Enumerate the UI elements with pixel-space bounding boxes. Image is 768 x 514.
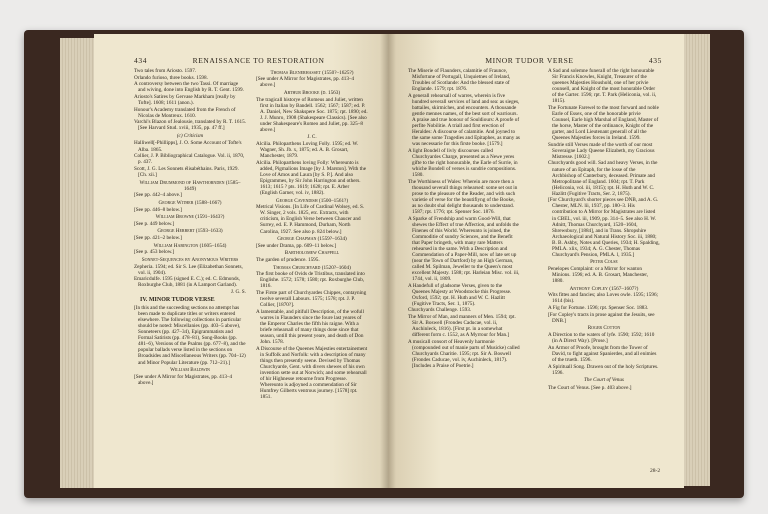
entry: Churchyards Challenge. 1593. — [408, 307, 472, 314]
initials: J. G. S. — [230, 289, 246, 296]
author-heading: Peter Colse — [590, 259, 618, 266]
author-heading: William Drummond of Hawthornden (1585–1649) — [139, 179, 241, 192]
entry: Scott, J. G. Les Sonnets élisabéthains. Paris, 1929. [Ch. xii.] — [134, 165, 239, 178]
right-running-head: MINOR TUDOR VERSE — [485, 56, 574, 65]
author-heading: J. C. — [307, 134, 317, 141]
left-page-column-2 — [256, 68, 368, 401]
entry: Zepheria. 1594; ed. Sir S. Lee (Elizabethan Sonnets, vol. ii, 1904). — [134, 263, 243, 276]
author-heading: Roger Cotton — [587, 325, 621, 332]
right-page-column-1 — [408, 68, 520, 370]
entry: Metrical Visions. [In Life of Cardinal Wolsey, ed. S. W. Singer, 2 vols. 1825, etc. Extracts, with criticism, in English Verse between Chaucer and Surrey, ed. E. P. Hammond, Durham, North Carolina, 1927. See also p. 824 below.] — [256, 204, 365, 235]
author-heading: George Chapman (1559?–1634) — [277, 236, 347, 243]
left-page — [94, 34, 388, 488]
entry: Orlando furioso, three books. 1598. — [134, 74, 208, 81]
entry: A Handefull of gladsome Verses, given to the Queenes Majesty at Woodstocke this Progresse. Oxford, 1592; rpt. H. Huth and W. C. Hazlitt (Fugitive Tracts, Ser. 1, 1875). — [408, 282, 512, 307]
entry: Ariosto's Satires by Gervase Markham [really by Tofte]. 1608; 1611 (anon.). — [134, 93, 236, 107]
right-page — [388, 34, 684, 488]
left-page-header — [134, 56, 370, 65]
page-edges-left — [60, 38, 96, 488]
entry: The garden of prudence. 1595. — [256, 257, 320, 264]
entry: Two tales from Ariosto. 1597. — [134, 68, 197, 74]
entry: A musicall consort of Heavenly harmonie (compounded out of manie parts of Musicke) called Churchyards Charitie. 1595; rpt. Sir A. Boswell (Frondes Caducae, vol. iv, Auchinleck, 1817). [Includes a Praise of Poetrie.] — [408, 338, 520, 369]
right-page-header — [410, 56, 662, 65]
entry: [For Churchyard's shorter pieces see DNB, and A. G. Chester, MLN. lii, 1937, pp. 180–3. His contribution to A Mirror for Magistrates are listed in CBEL, vol. iii, 1909, pp. 314–5. See also H. W. Adnitt, Thomas Churchyard, 1520–1604, Shrewsbury, [1884], and in Trans. Shropshire Archaeological and Natural History Soc. iii, 1880; B. B. Ashby, Notes and Queries, 1934; H. Spalding, PMLA. xlix, 1934; A. G. Chester, Thomas Churchyard's Pension, PMLA. l, 1935.] — [548, 197, 660, 258]
entry: Emaricdulfe. 1595 (signed E. C.); ed. C. Edmonds, Roxburghe Club, 1881 (in A Lamport Garland). — [134, 276, 240, 289]
entry: The tragicall historye of Romeus and Juliet, written first in Italian by Bandell. 1562; 1567; 1587; ed. P. A. Daniel, New Shakspere Soc. 1875; rpt. 1890; ed. J. J. Munro, 1908 (Shakespeare Classics). [See also under Shakespeare's Romeo and Juliet, pp. 325–8 above.] — [256, 96, 368, 133]
left-page-number: 434 — [134, 56, 148, 65]
author-heading: Sonnet-Sequences by Anonymous Writers — [141, 257, 239, 263]
author-heading: Arthur Brooke (d. 1563) — [283, 89, 341, 96]
left-page-column-1 — [134, 68, 246, 387]
author-heading: George Cavendish (1500–1561?) — [275, 197, 349, 204]
right-page-number: 435 — [648, 56, 662, 65]
author-heading: William Habington (1605–1654) — [153, 242, 227, 249]
entry: Sundrie still Verses made of the worth of our most Soveraigne Lady Queene Elizabeth, my Gracious Mistresse. [1602.] — [548, 141, 655, 160]
entry: [See p. 453 below.] — [134, 249, 175, 256]
entry: The Mirror of Man, and manners of Men. 1594; rpt. Sir A. Boswell (Frondes Caducae, vol. ii, Auchinleck, 1816). [First pt. in a somewhat different form c. 1552, as A Myrrour for Man.] — [408, 314, 516, 339]
entry: [See under A Mirror for Magistrates, pp. 413–4 above.] — [256, 76, 355, 89]
entry: The Worthiness of Wales: Wherein are more then a thousand severall things rehearsed: some set out in prose to the pleasure of the Reader, and with such varietie of verse for the beautifiyng of the Booke, as no doubt shal delight thousands to understand. 1587; rpt. 1776; rpt. Spenser Soc. 1876. — [408, 178, 518, 215]
entry: The Miserie of Flaunders, calamitie of Fraunce, Misfortune of Portugall, Unquietnes of Ireland, Troubles of Scotlande: And the blessed state of Englande. 1579; rpt. 1876. — [408, 68, 511, 93]
entry: A Sparke of Frendship and warm Good-Will, that shewes the Effect of true Affection, and unfolds the Finenes of this World. Whereunto is joined, the Commoditie of sundry Sciences, and the Benefit that Paper bringeth, with many rare Matters rehearsed in the same. With a Description and Commendation of a Paper-Mill, now of late set up (near the Town of Dartford) by an High German, called M. Spilman, Jeweller to the Queen's most excellent Majesty. 1588; rpt. Harleian Misc. vol. iii, 1744, vol. ii, 1809. — [408, 215, 520, 282]
entry: The first booke of Ovids de Tristibus, translated into Englishe. 1572; 1578; 1580; rpt. Roxburghe Club, 1816. — [256, 271, 365, 290]
author-heading: William Baldwin — [170, 367, 210, 374]
right-page-column-2 — [548, 68, 660, 391]
entry: The Firste part of Churchyardes Chippes, contayning twelve severall Labours. 1575; 1578; rpt. J. P. Collier, [1870?]. — [256, 290, 367, 309]
left-running-head: RENAISSANCE TO RESTORATION — [192, 56, 325, 65]
entry: A light Bondell of livly discourses called Churchyardes Charge, presented as a Newe yeres gifte to the right honourable, the Earle of Surrie, in whiche Bondell of verses is sundrie compositions. 1580. — [408, 147, 518, 178]
entry: A Discourse of the Queenes Majesties entertainement in Suffolk and Norfolk: with a description of many things then presently seene. Devised by Thomas Churchyarde, Gent. with divers shewes of his own invention sette out at Norwich; and some rehearsall of hir Highnesse retourne from Progresse. Whereunto is adjoyned a commendation of Sir Humfrey Gilberts ventrous journey. [1578] rpt. 1851. — [256, 345, 368, 401]
subsection-heading: (c) Criticism — [176, 132, 204, 139]
subsection-heading: The Court of Venus — [584, 377, 624, 384]
author-heading: William Browne (1591–1643?) — [155, 214, 225, 221]
entry: A Fig for Fortune. 1596; rpt. Spenser Soc. 1883. — [548, 305, 649, 312]
page-edges-right — [680, 34, 710, 486]
entry: [See under A Mirror for Magistrates, pp. 413–4 above.] — [134, 373, 233, 386]
author-heading: Anthony Copley (1567–1607?) — [569, 285, 639, 292]
entry: Alcilia. Philoparthens Loving Folly. 1595; ed. W. Wagner, Sh. Jb. x, 1875; ed. A. B. Grosart, Manchester, 1879. — [256, 141, 359, 160]
entry: Halliwell[-Phillipps], J. O. Some Account of Tofte's Alba. 1865. — [134, 140, 242, 153]
entry: The Court of Venus. [See p. 403 above.] — [548, 384, 632, 391]
author-heading: Thomas Churchyard (1520?–1604) — [273, 264, 351, 271]
book-gutter — [380, 34, 396, 488]
entry: Varchi's Blazon of Jealousie, translated by R. T. 1615. [See Harvard Stud. xviii, 1935, pp. 47 ff.] — [134, 119, 246, 132]
entry: [See under Drama, pp. 609–11 below.] — [256, 242, 337, 249]
entry: Honour's Academy translated from the French of Nicolas de Montreux. 1610. — [134, 106, 236, 119]
entry: [In this and the succeeding sections no attempt has been made to duplicate titles or writers entered elsewhere. The following collections in particular should be noted: Miscellanies (pp. 403–5 above), Sonneteers (pp. 427–34), Epigrammatists and Formal Satirists (pp. 478–81), Song-Books (pp. 481–6), Versions of the Psalms (pp. 677–8), and the popular ballads verse listed in the sections on Broadsides and Miscellaneous Writers (pp. 704–12) and Minor Popular Literature (pp. 712–21).] — [134, 305, 246, 366]
author-heading: Bartholomew Chappell — [284, 250, 340, 257]
entry: Collier, J. P. Bibliographical Catalogue. Vol. ii, 1870, p. 437. — [134, 153, 245, 166]
entry: A lamentable, and pitifull Description, of the wofull warres in Flaunders since the foure last yeares of the Emperor Charles the fifth his raigne. With a briefe rehearsall of many things done since that season, untill this present yeare, and death of Don John. 1578. — [256, 308, 364, 346]
entry: A generall rehearsall of warres, wherein is five hundred severall services of land and sea: as sieges, battailes, skirmiches, and encounters. A thousande gentle mennes names, of the best sort of warriours. A praise and true honour of Souldiours: A proofe of perfite Nobilitie. A triall and first erection of Heraldes: A discourse of calamitie. And joyned to the same some Tragedies and Epitaphes, as many as was necessarie for this firste booke. [1579.] — [408, 92, 520, 148]
author-heading: George Wither (1588–1667) — [158, 199, 222, 206]
entry: The Fortunate Farewel to the most forward and noble Earle of Essex, one of the honorable privie Counsel, Earle high Marshal of England, Master of the horse, Master of the ordinance, Knight of the garter, and Lord Lieutenant generall of all the Queenes Majesties forces in Ireland. 1599. — [548, 104, 659, 142]
entry: Churchyards good will. Sad and heavy Verses, in the nature of an Epitaph, for the losse of the Archbishop of Canterbury, deceased. Primate and Metropolitane of England. 1604; rpt. T. Park (Heliconia, vol. iii, 1815); rpt. H. Huth and W. C. Hazlitt (Fugitive Tracts, Ser. 2, 1875). — [548, 160, 658, 197]
entry: A Spirituall Song. Drawen out of the holy Scriptures. 1596. — [548, 363, 659, 376]
entry: Penelopes Complaint: or a Mirror for wanton Minions. 1596; ed. A. B. Grosart, Manchester, 1880. — [548, 266, 649, 285]
entry: A controversy between the two Tassi. Of marriage and wiving, done into English by R. T. Gent. 1599. — [134, 81, 244, 94]
author-heading: Thomas Blenerhasset (1550?–1625?) — [270, 69, 354, 76]
entry: Alcilia. Philoparthens loving Folly: Whereunto is added, Pigmalions Image [by J. Marston]. With the Love of Amos and Laura [by S. P.]. And also Epigrammes, by Sir John Harrington and others. 1613; 1615 ? pts. 1619; 1628; rpt. E. Arber (English Garner, vol. iv, 1882). — [256, 159, 367, 197]
author-heading: George Herbert (1593–1633) — [157, 228, 223, 235]
entry: An Armor of Proofe, brought from the Tower of David, to fight against Spanierdes, and all enimies of the trueth. 1596. — [548, 344, 657, 363]
signature-mark: 28-2 — [650, 468, 661, 474]
entry: A Direction to the waters of lyfe. 1590; 1592; 1610 (in A Direct Way). [Prose.] — [548, 332, 655, 345]
section-heading: IV. MINOR TUDOR VERSE — [140, 297, 215, 304]
entry: [For Copley's tracts in prose against the Jesuits, see DNB.] — [548, 311, 655, 324]
entry: [See pp. 442–4 above.] — [134, 192, 182, 199]
entry: A Sad and solemne funerall of the right honourable Sir Francis Knowles, Knight, Treasurer of the queenes Majesties Houshold, one of her privie counsell, and Knight of the most honorable Order of the Garter. 1596; rpt. T. Park (Heliconia, vol. ii, 1815). — [548, 68, 657, 105]
entry: Wits fittes and fancies; also Loves owle. 1595; 1596; 1614 (bis). — [548, 292, 659, 305]
entry: [See pp. 421–2 below.] — [134, 235, 182, 242]
entry: [See p. 449 below.] — [134, 220, 175, 227]
entry: [See pp. 446–8 below.] — [134, 206, 182, 213]
